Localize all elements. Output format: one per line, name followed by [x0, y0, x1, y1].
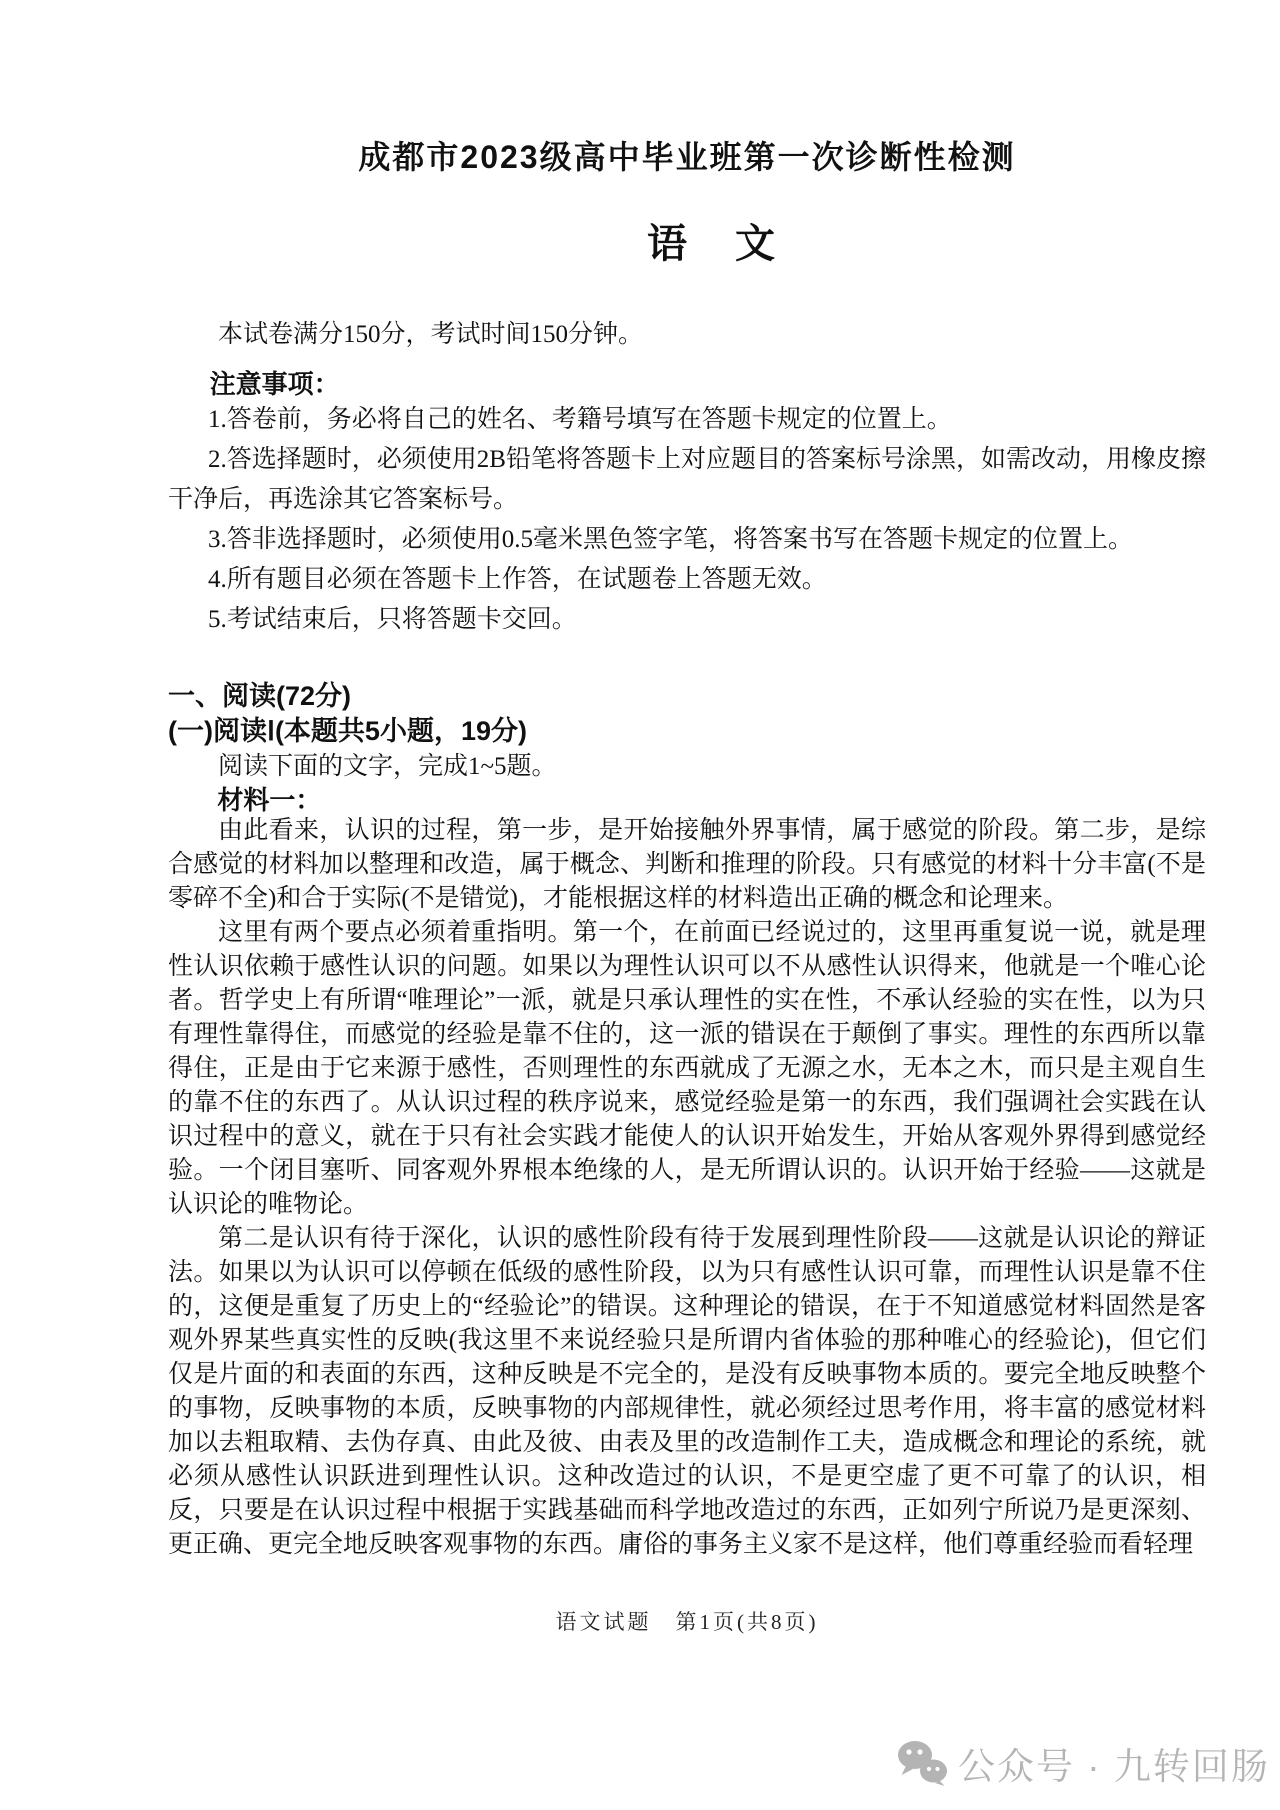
- wechat-icon: [896, 1740, 948, 1786]
- reading-instruction: 阅读下面的文字，完成1~5题。: [218, 753, 557, 780]
- material-one-text: [168, 814, 1206, 1562]
- notice-list: [168, 400, 1206, 640]
- exam-info-line: 本试卷满分150分，考试时间150分钟。: [218, 321, 644, 348]
- subject-title: 语文: [647, 222, 823, 266]
- material-paragraph: 第二是认识有待于深化，认识的感性阶段有待于发展到理性阶段——这就是认识论的辩证法。如果以为认识可以停顿在低级的感性阶段，以为只有感性认识可靠，而理性认识是靠不住的，这便是重复了历史上的“经验论”的错误。这种理论的错误，在于不知道感觉材料固然是客观外界某些真实性的反映(我这里不来说经验只是所谓内省体验的那种唯心的经验论)，但它们仅是片面的和表面的东西，这种反映是不完全的，是没有反映事物本质的。要完全地反映整个的事物，反映事物的本质，反映事物的内部规律性，就必须经过思考作用，将丰富的感觉材料加以去粗取精、去伪存真、由此及彼、由表及里的改造制作工夫，造成概念和理论的系统，就必须从感性认识跃进到理性认识。这种改造过的认识，不是更空虚了更不可靠了的认识，相反，只要是在认识过程中根据于实践基础而科学地改造过的东西，正如列宁所说乃是更深刻、更正确、更完全地反映客观事物的东西。庸俗的事务主义家不是这样，他们尊重经验而看轻理: [168, 1225, 1206, 1558]
- notice-item-2: 2.答选择题时，必须使用2B铅笔将答题卡上对应题目的答案标号涂黑，如需改动，用橡皮擦干净后，再选涂其它答案标号。: [168, 446, 1206, 513]
- notice-item-1: 1.答卷前，务必将自己的姓名、考籍号填写在答题卡规定的位置上。: [208, 406, 952, 433]
- notice-item-5: 5.考试结束后，只将答题卡交回。: [208, 606, 577, 633]
- page-number-footer: 语文试题 第1页(共8页): [555, 1610, 819, 1634]
- notice-heading: 注意事项：: [209, 369, 340, 399]
- notice-item-4: 4.所有题目必须在答题卡上作答，在试题卷上答题无效。: [208, 566, 827, 593]
- page-title: 成都市2023级高中毕业班第一次诊断性检测: [358, 139, 1016, 175]
- material-paragraph: 这里有两个要点必须着重指明。第一个，在前面已经说过的，这里再重复说一说，就是理性认识依赖于感性认识的问题。如果以为理性认识可以不从感性认识得来，他就是一个唯心论者。哲学史上有所谓“唯理论”一派，就是只承认理性的实在性，不承认经验的实在性，以为只有理性靠得住，而感觉的经验是靠不住的，这一派的错误在于颠倒了事实。理性的东西所以靠得住，正是由于它来源于感性，否则理性的东西就成了无源之水，无本之木，而只是主观自生的靠不住的东西了。从认识过程的秩序说来，感觉经验是第一的东西，我们强调社会实践在认识过程中的意义，就在于只有社会实践才能使人的认识开始发生，开始从客观外界得到感觉经验。一个闭目塞听、同客观外界根本绝缘的人，是无所谓认识的。认识开始于经验——这就是认识论的唯物论。: [168, 919, 1206, 1218]
- material-paragraph: 由此看来，认识的过程，第一步，是开始接触外界事情，属于感觉的阶段。第二步，是综合感觉的材料加以整理和改造，属于概念、判断和推理的阶段。只有感觉的材料十分丰富(不是零碎不全)和合于实际(不是错觉)，才能根据这样的材料造出正确的概念和论理来。: [168, 817, 1206, 912]
- notice-item-3: 3.答非选择题时，必须使用0.5毫米黑色签字笔，将答案书写在答题卡规定的位置上。: [208, 526, 1134, 553]
- watermark-text: 公众号 · 九转回肠: [958, 1746, 1270, 1787]
- section-heading-reading: 一、阅读(72分): [168, 681, 352, 711]
- material-one-label: 材料一：: [217, 785, 322, 815]
- subsection-heading-reading-1: (一)阅读Ⅰ(本题共5小题，19分): [168, 716, 527, 746]
- wechat-watermark: [896, 1736, 1270, 1790]
